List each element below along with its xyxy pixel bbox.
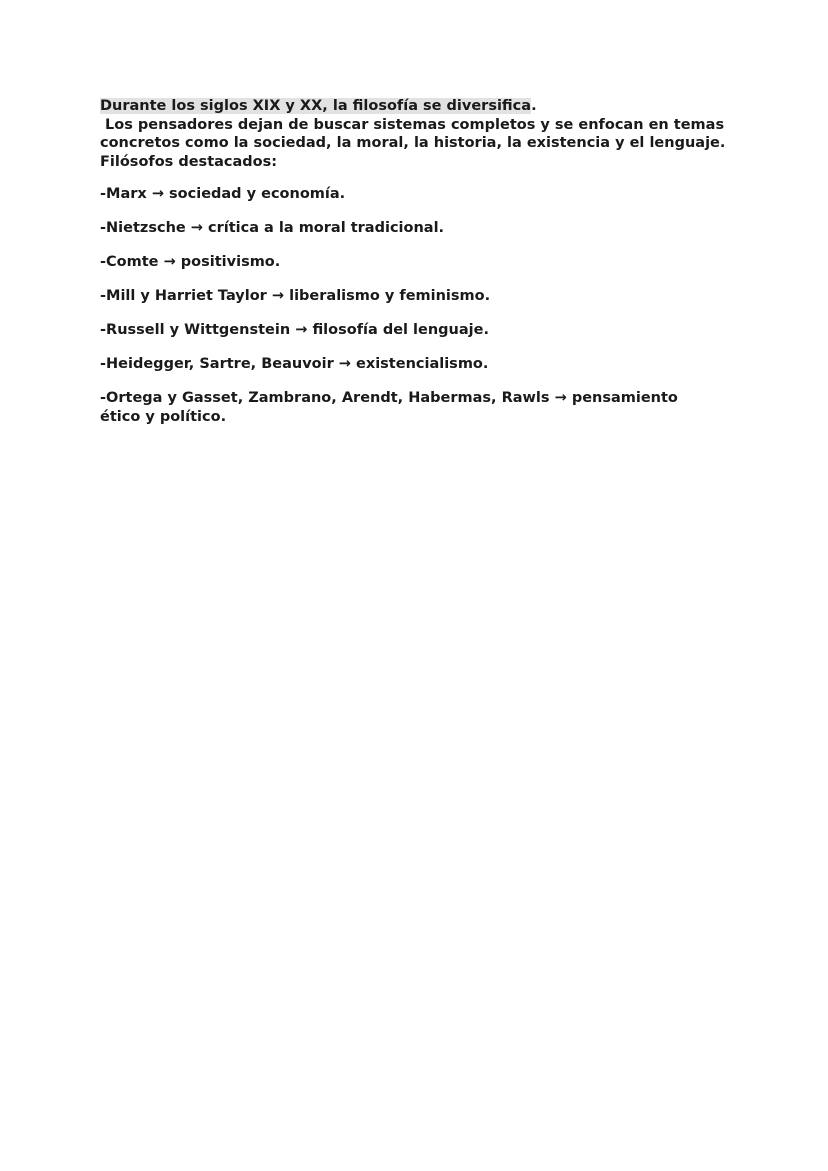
item-topic: filosofía del lenguaje. <box>312 322 489 338</box>
document-page <box>100 97 726 442</box>
intro-paragraph <box>100 97 726 171</box>
intro-line-4: Filósofos destacados: <box>100 153 278 170</box>
highlighted-text: Durante los siglos XIX y XX, la filosofía se diversifica <box>100 98 532 114</box>
arrow-icon: → <box>295 322 308 338</box>
item-name: Nietzsche <box>106 220 186 236</box>
intro-line-3: concretos como la sociedad, la moral, la historia, la existencia y el lenguaje. <box>100 135 726 151</box>
item-topic: existencialismo. <box>356 356 489 372</box>
item-dash: - <box>100 390 107 406</box>
item-dash: - <box>100 356 107 372</box>
item-name: Mill y Harriet Taylor <box>106 288 267 304</box>
intro-line-2: Los pensadores dejan de buscar sistemas completos y se enfocan en temas <box>100 116 725 133</box>
list-item <box>100 219 720 238</box>
list-item <box>100 287 720 306</box>
arrow-icon: → <box>554 390 567 406</box>
arrow-icon: → <box>163 254 176 270</box>
list-item <box>100 185 720 204</box>
item-name: Russell y Wittgenstein <box>106 322 291 338</box>
arrow-icon: → <box>151 186 164 202</box>
arrow-icon: → <box>271 288 285 304</box>
item-dash: - <box>100 254 107 270</box>
item-name: Heidegger, Sartre, Beauvoir <box>106 356 334 372</box>
list-item <box>100 253 720 272</box>
item-name: Marx <box>106 186 147 202</box>
list-item <box>100 321 720 340</box>
item-topic: pensamiento ético y político. <box>100 390 678 425</box>
item-dash: - <box>100 288 107 304</box>
arrow-icon: → <box>338 356 351 372</box>
item-dash: - <box>100 220 107 236</box>
arrow-icon: → <box>190 220 203 236</box>
item-name: Ortega y Gasset, Zambrano, Arendt, Habermas, Rawls <box>106 390 550 406</box>
item-dash: - <box>100 322 107 338</box>
item-topic: sociedad y economía. <box>169 186 346 202</box>
item-dash: - <box>100 186 107 202</box>
intro-line-1 <box>100 97 720 116</box>
intro-line-1-end: . <box>531 98 537 114</box>
item-name: Comte <box>106 254 159 270</box>
list-item <box>100 389 720 427</box>
item-topic: positivismo. <box>180 254 281 270</box>
item-topic: crítica a la moral tradicional. <box>208 220 445 236</box>
list-item <box>100 355 720 374</box>
item-topic: liberalismo y feminismo. <box>289 288 491 304</box>
